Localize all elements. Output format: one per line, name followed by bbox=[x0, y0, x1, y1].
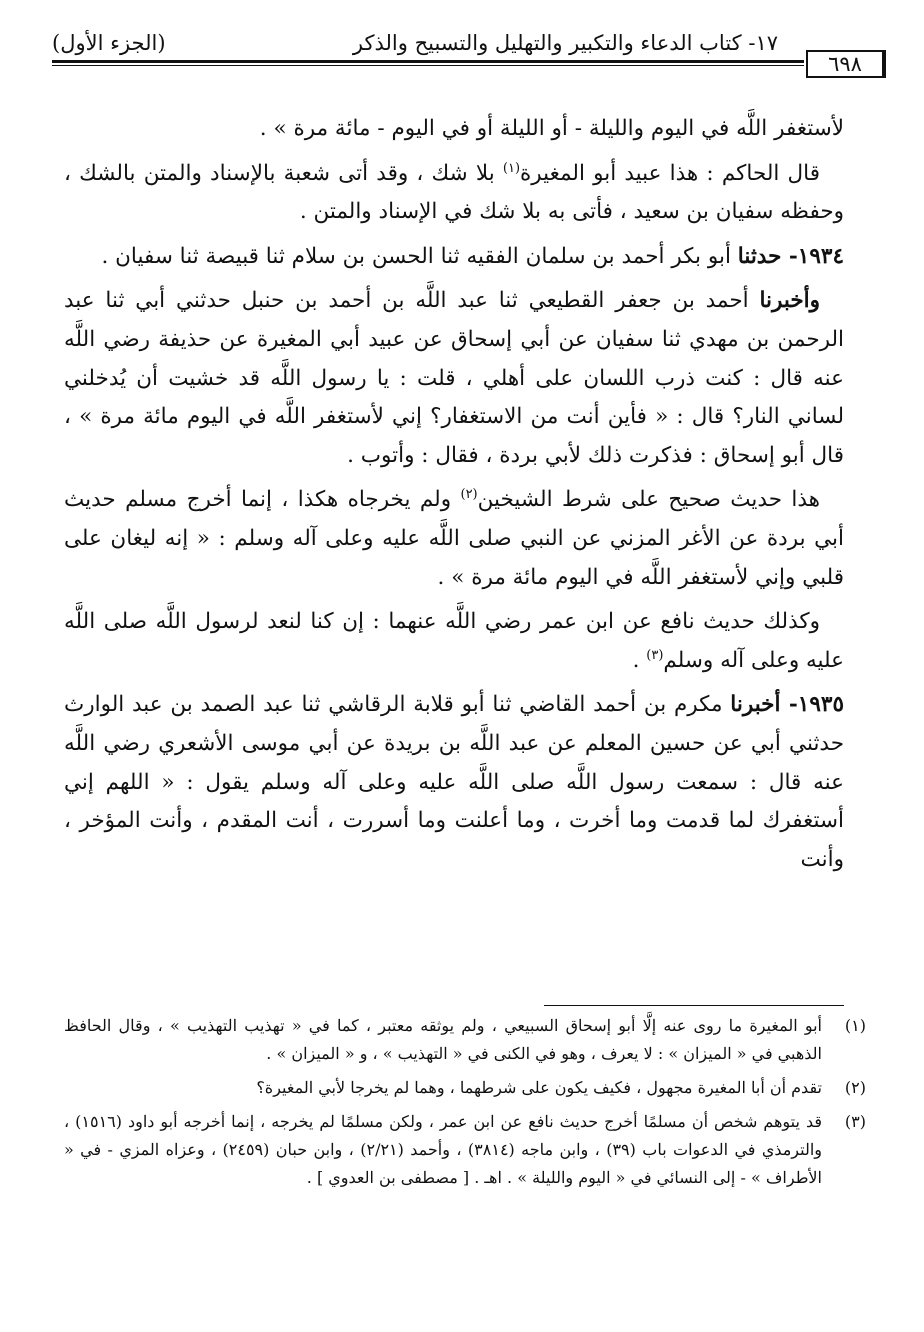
footnote-ref-2: (٢) bbox=[460, 487, 478, 503]
hadith-number-1935: ١٩٣٥- أخبرنا bbox=[730, 692, 844, 718]
footnotes bbox=[64, 1012, 866, 1198]
footnote-text: تقدم أن أبا المغيرة مجهول ، فكيف يكون على شرطهما ، وهما لم يخرجا لأبي المغيرة؟ bbox=[256, 1078, 822, 1097]
volume-label: (الجزء الأول) bbox=[52, 31, 166, 55]
hadith-number-1934: ١٩٣٤- حدثنا bbox=[737, 243, 844, 269]
chapter-title: ١٧- كتاب الدعاء والتكبير والتهليل والتسبيح والذكر bbox=[352, 31, 778, 55]
paragraph-nafi-note bbox=[64, 603, 844, 680]
hadith-1934-second-chain bbox=[64, 282, 844, 475]
footnote-2 bbox=[64, 1074, 866, 1102]
footnote-ref-3: (٣) bbox=[646, 647, 664, 663]
footnote-divider bbox=[544, 1005, 844, 1006]
main-text bbox=[64, 110, 844, 885]
paragraph-1-text: لأستغفر اللَّه في اليوم والليلة - أو الليلة أو في اليوم - مائة مرة » . bbox=[259, 116, 844, 141]
paragraph-5-text-b: ولم يخرجاه هكذا ، إنما أخرج مسلم حديث أبي بردة عن الأغر المزني عن النبي صلى اللَّه عليه وعلى آله وسلم : « إنه ليغان على قلبي وإني لأستغفر اللَّه في اليوم مائة مرة » . bbox=[64, 487, 844, 590]
paragraph-2-text-a: قال الحاكم : هذا عبيد أبو المغيرة bbox=[520, 160, 820, 186]
hadith-1935 bbox=[64, 686, 844, 879]
paragraph-hakim-note bbox=[64, 155, 844, 232]
paragraph-1 bbox=[64, 110, 844, 149]
paragraph-6-text-a: وكذلك حديث نافع عن ابن عمر رضي اللَّه عنهما : إن كنا لنعد لرسول اللَّه صلى اللَّه عليه وعلى آله وسلم bbox=[64, 609, 844, 673]
footnote-ref-1: (١) bbox=[502, 160, 521, 176]
paragraph-2-text-b: بلا شك ، وقد أتى شعبة بالإسناد والمتن بالشك ، وحفظه سفيان بن سعيد ، فأتى به بلا شك في الإسناد والمتن . bbox=[64, 160, 844, 225]
footnote-number: (٢) bbox=[844, 1078, 866, 1097]
footnote-3 bbox=[64, 1108, 866, 1192]
hadith-1934-grading bbox=[64, 481, 844, 597]
footnote-1 bbox=[64, 1012, 866, 1068]
hadith-1935-text: مكرم بن أحمد القاضي ثنا أبو قلابة الرقاشي ثنا عبد الصمد بن عبد الوارث حدثني أبي عن حسين المعلم عن عبد اللَّه بن بريدة عن أبي موسى الأشعري رضي اللَّه عنه قال : سمعت رسول اللَّه صلى اللَّه عليه وعلى آله وسلم يقول : « اللهم إني أستغفرك لما قدمت وما أخرت ، وما أعلنت وما أسررت ، أنت المقدم ، وأنت المؤخر ، وأنت bbox=[64, 692, 844, 872]
footnote-text: قد يتوهم شخص أن مسلمًا أخرج حديث نافع عن ابن عمر ، ولكن مسلمًا لم يخرجه ، إنما أخرجه أبو داود (١٥١٦) ، والترمذي في الدعوات باب (٣٩) ، وابن ماجه (٣٨١٤) ، وأحمد (٢/٢١) ، وابن حبان (٢٤٥٩) ، وعزاه المزي - في « الأطراف » - إلى النسائي في « اليوم والليلة » . اهـ . [ مصطفى بن العدوي ] . bbox=[64, 1112, 823, 1187]
paragraph-6-text-b: . bbox=[632, 647, 647, 673]
hadith-1934-chain-text: أحمد بن جعفر القطيعي ثنا عبد اللَّه بن أحمد بن حنبل حدثني أبي ثنا عبد الرحمن بن مهدي ثنا سفيان عن أبي إسحاق عن عبيد أبي المغيرة عن حذيفة رضي اللَّه عنه قال : كنت ذرب اللسان على أهلي ، قلت : يا رسول اللَّه قد خشيت أن يُدخلني لساني النار؟ قال : « فأين أنت من الاستغفار؟ إني لأستغفر اللَّه في اليوم مائة مرة » ، قال أبو إسحاق : فذكرت ذلك لأبي بردة ، فقال : وأتوب . bbox=[64, 288, 844, 468]
footnote-number: (٣) bbox=[844, 1112, 866, 1131]
hadith-1934 bbox=[64, 238, 844, 277]
footnote-text: أبو المغيرة ما روى عنه إلَّا أبو إسحاق السبيعي ، ولم يوثقه معتبر ، كما في « تهذيب التهذيب » ، وقال الحافظ الذهبي في « الميزان » : لا يعرف ، وهو في الكنى في « التهذيب » ، و « الميزان » . bbox=[64, 1016, 822, 1063]
paragraph-5-text-a: هذا حديث صحيح على شرط الشيخين bbox=[477, 487, 820, 513]
footnote-number: (١) bbox=[844, 1016, 866, 1035]
running-head bbox=[52, 26, 886, 60]
page-number: ٦٩٨ bbox=[806, 50, 886, 78]
header-rule bbox=[52, 60, 804, 66]
hadith-1934-text: أبو بكر أحمد بن سلمان الفقيه ثنا الحسن بن سلام ثنا قبيصة ثنا سفيان . bbox=[101, 243, 738, 269]
akhbarana-lead: وأخبرنا bbox=[759, 288, 820, 314]
